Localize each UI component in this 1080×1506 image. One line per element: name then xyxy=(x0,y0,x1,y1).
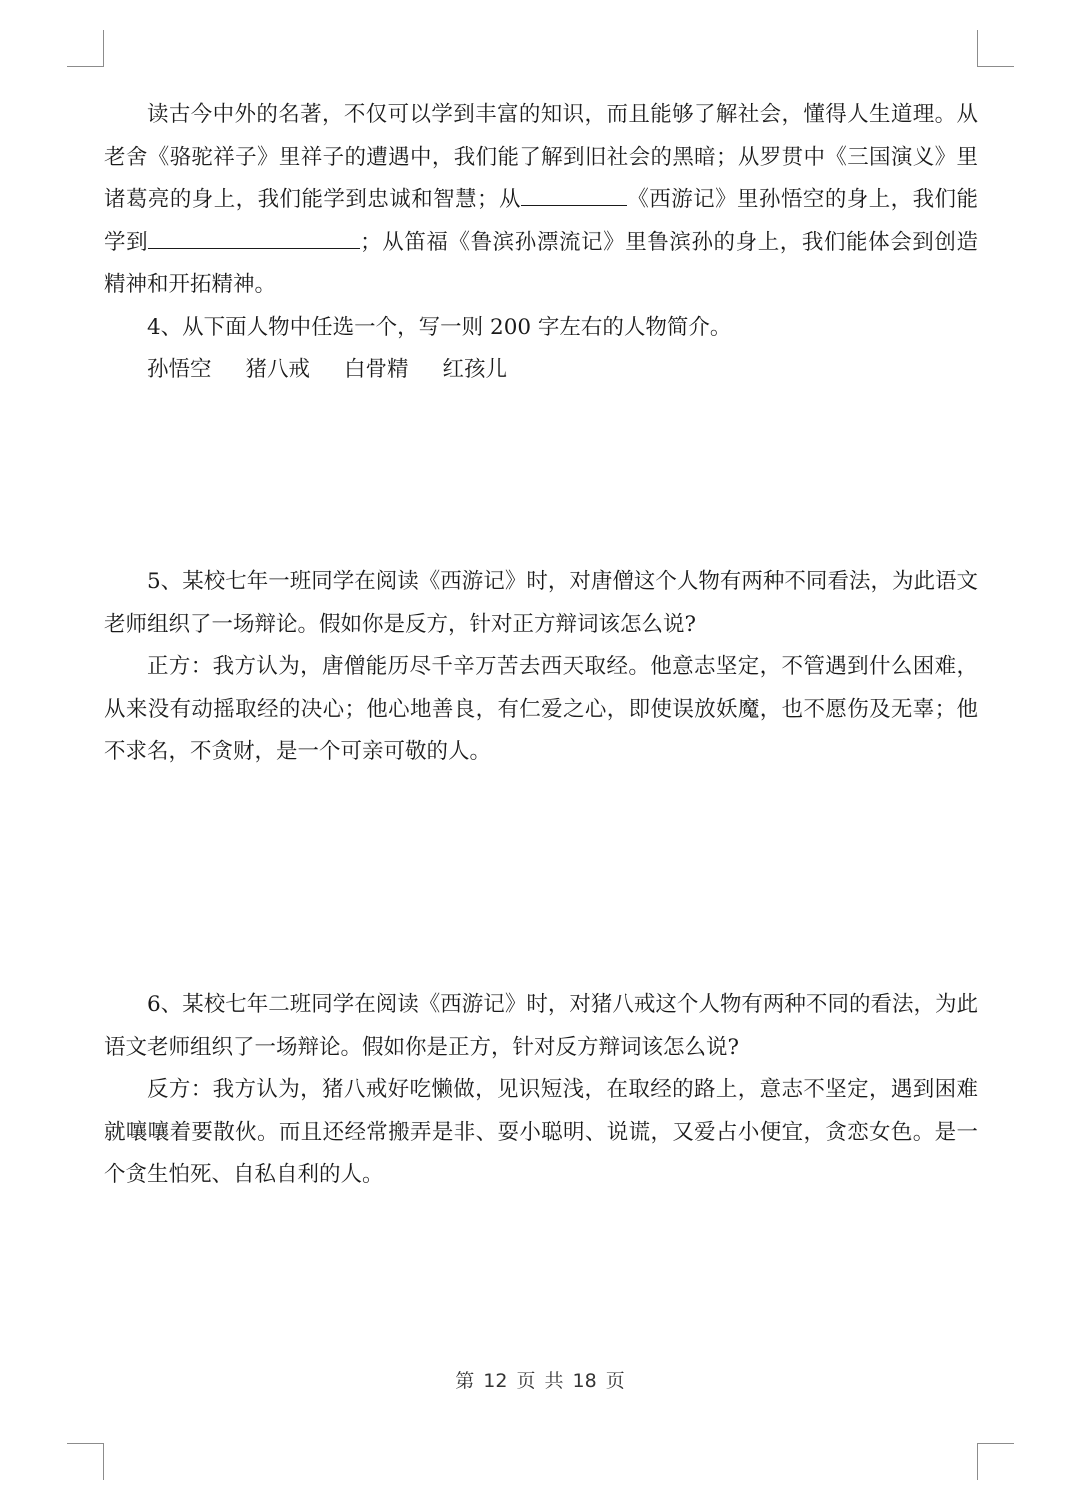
crop-mark-bottom-right xyxy=(977,1443,1014,1480)
question-4-prompt: 4、从下面人物中任选一个，写一则 200 字左右的人物简介。 xyxy=(147,314,732,340)
answer-blank-1[interactable] xyxy=(521,179,627,206)
character-name: 白骨精 xyxy=(344,357,409,382)
character-name: 猪八戒 xyxy=(245,357,311,382)
answer-blank-2[interactable] xyxy=(148,222,360,249)
intro-text-1: 读古今中外的名著，不仅可以学到丰富的知识，而且能够了解社会，懂得人生道理。从老舍《骆驼祥子》里祥子的遭遇中，我们能了解到旧社会的黑暗；从罗贯中《三国演义》里诸葛亮的身上，我们能学到忠诚和智慧；从 xyxy=(104,102,978,212)
question-5-argument: 正方：我方认为，唐僧能历尽千辛万苦去西天取经。他意志坚定，不管遇到什么困难，从来没有动摇取经的决心；他心地善良，有仁爱之心，即使误放妖魔，也不愿伤及无辜；他不求名，不贪财，是一个可亲可敬的人。 xyxy=(104,654,978,764)
question-6-section xyxy=(104,984,978,1197)
crop-mark-top-left xyxy=(67,30,104,67)
crop-mark-top-right xyxy=(977,30,1014,67)
character-name: 红孩儿 xyxy=(442,357,508,382)
page-number: 第 12 页 共 18 页 xyxy=(455,1370,625,1392)
intro-paragraph xyxy=(104,94,978,307)
intro-text-2: 《西游记》里孙悟空的身上，我们能学到 xyxy=(104,187,978,255)
character-name: 孙悟空 xyxy=(147,357,212,382)
character-list xyxy=(104,349,978,392)
question-5-section xyxy=(104,561,978,774)
intro-section xyxy=(104,94,978,392)
question-6-prompt: 6、某校七年二班同学在阅读《西游记》时，对猪八戒这个人物有两种不同的看法，为此语文老师组织了一场辩论。假如你是正方，针对反方辩词该怎么说? xyxy=(104,992,978,1060)
intro-text-3: ；从笛福《鲁滨孙漂流记》里鲁滨孙的身上，我们能体会到创造精神和开拓精神。 xyxy=(104,229,978,297)
question-5-prompt: 5、某校七年一班同学在阅读《西游记》时，对唐僧这个人物有两种不同看法，为此语文老师组织了一场辩论。假如你是反方，针对正方辩词该怎么说? xyxy=(104,569,978,637)
crop-mark-bottom-left xyxy=(67,1443,104,1480)
question-6-argument: 反方：我方认为，猪八戒好吃懒做，见识短浅，在取经的路上，意志不坚定，遇到困难就嚷嚷着要散伙。而且还经常搬弄是非、耍小聪明、说谎，又爱占小便宜，贪恋女色。是一个贪生怕死、自私自利的人。 xyxy=(104,1077,978,1187)
